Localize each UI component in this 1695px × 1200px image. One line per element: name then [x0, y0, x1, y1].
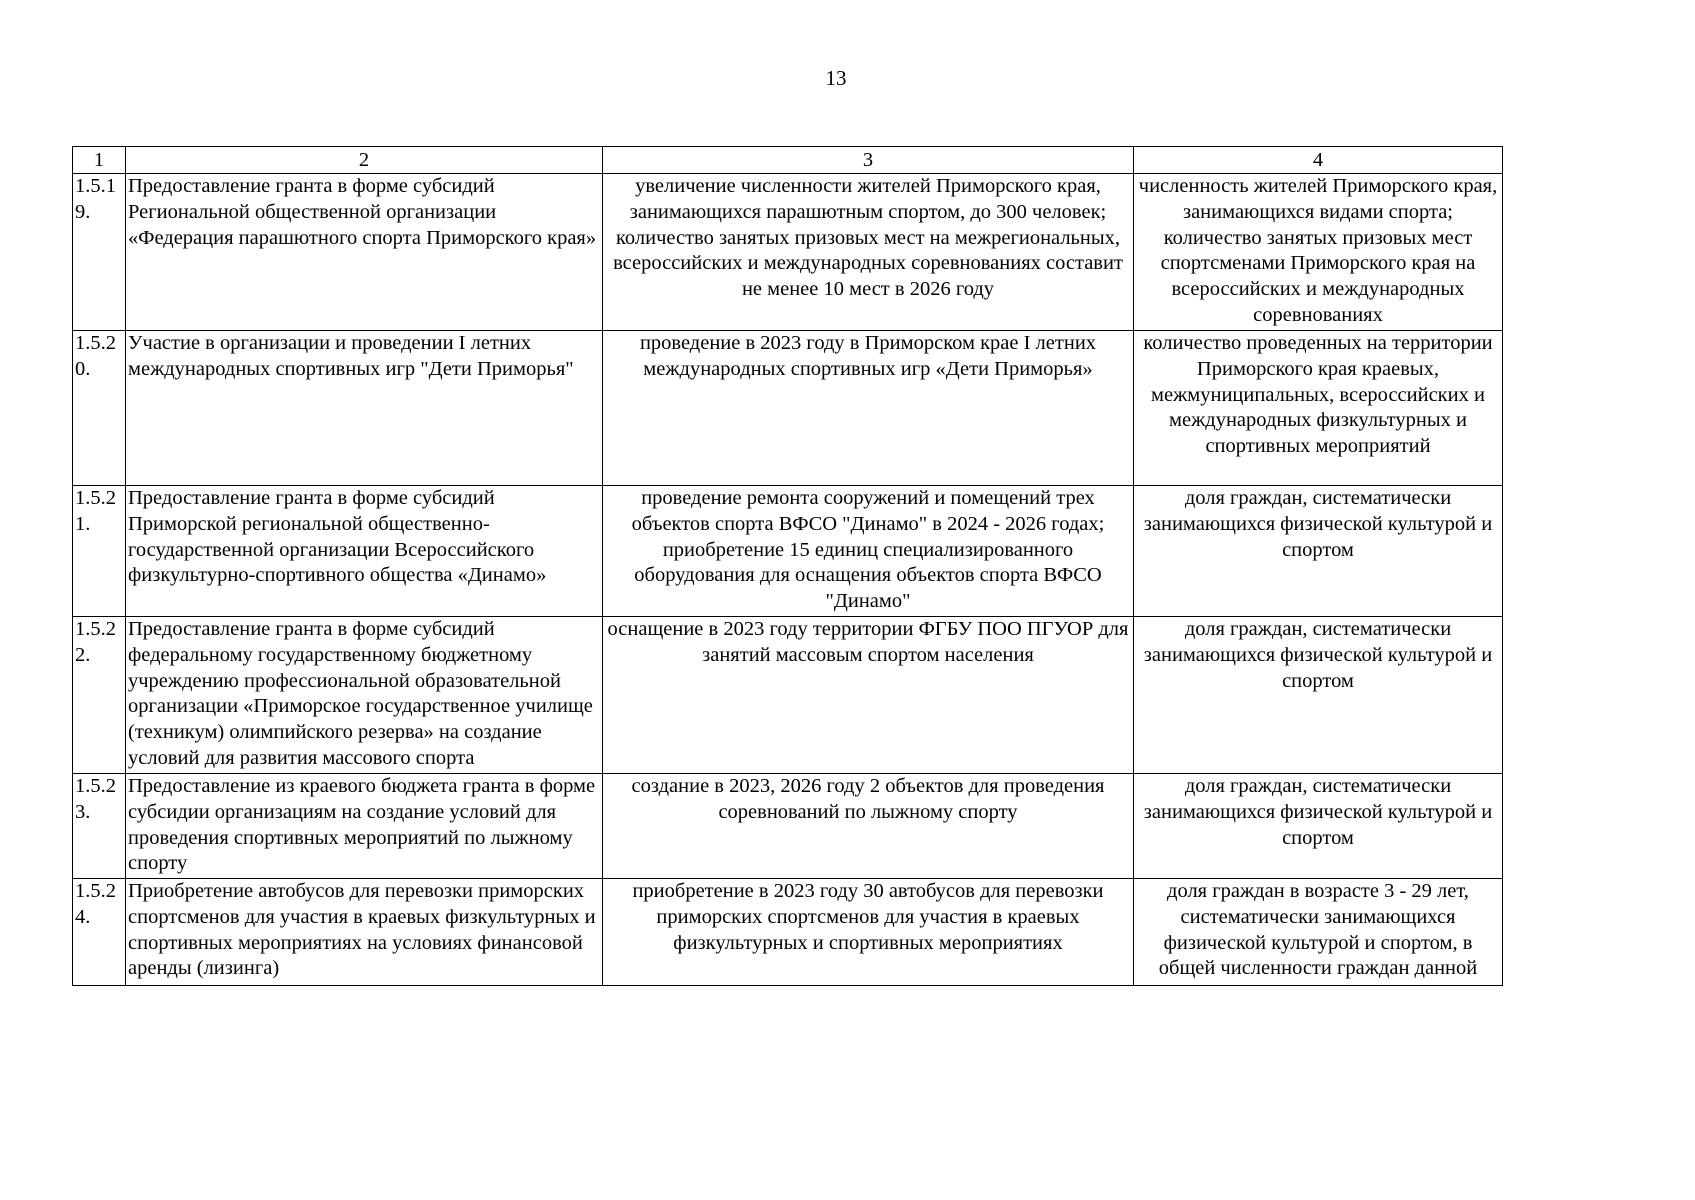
- column-number-row: [73, 147, 1503, 174]
- table-row: [73, 774, 1503, 879]
- table-row: [73, 174, 1503, 331]
- result-cell: увеличение численности жителей Приморского края, занимающихся парашютным спортом, до 300 человек; количество занятых призовых мест на межрегиональных, всероссийских и международных соревнованиях составит не менее 10 мест в 2026 году: [603, 174, 1134, 331]
- indicator-cell: доля граждан, систематически занимающихся физической культурой и спортом: [1134, 617, 1503, 774]
- indicator-cell: количество проведенных на территории Приморского края краевых, межмуниципальных, всероссийских и международных физкультурных и спортивных мероприятий: [1134, 331, 1503, 486]
- result-cell: оснащение в 2023 году территории ФГБУ ПОО ПГУОР для занятий массовым спортом населения: [603, 617, 1134, 774]
- activity-cell: Участие в организации и проведении I летних международных спортивных игр "Дети Приморья": [126, 331, 603, 486]
- table-row: [73, 486, 1503, 617]
- column-header-1: 1: [73, 147, 126, 174]
- activity-cell: Предоставление гранта в форме субсидий федеральному государственному бюджетному учреждению профессиональной образовательной организации «Приморское государственное училище (техникум) олимпийского резерва» на создание условий для развития массового спорта: [126, 617, 603, 774]
- indicator-cell: доля граждан, систематически занимающихся физической культурой и спортом: [1134, 486, 1503, 617]
- activity-cell: Предоставление гранта в форме субсидий Региональной общественной организации «Федерация парашютного спорта Приморского края»: [126, 174, 603, 331]
- column-header-3: 3: [603, 147, 1134, 174]
- indicator-cell: доля граждан, систематически занимающихся физической культурой и спортом: [1134, 774, 1503, 879]
- column-header-4: 4: [1134, 147, 1503, 174]
- result-cell: создание в 2023, 2026 году 2 объектов для проведения соревнований по лыжному спорту: [603, 774, 1134, 879]
- row-number: 1.5.1 9.: [73, 174, 126, 331]
- result-cell: приобретение в 2023 году 30 автобусов для перевозки приморских спортсменов для участия в краевых физкультурных и спортивных мероприятиях: [603, 879, 1134, 986]
- indicator-cell: доля граждан в возрасте 3 - 29 лет, систематически занимающихся физической культурой и спортом, в общей численности граждан данной: [1134, 879, 1503, 986]
- measures-table: [72, 146, 1503, 986]
- row-number: 1.5.2 3.: [73, 774, 126, 879]
- activity-cell: Предоставление гранта в форме субсидий Приморской региональной общественно-государственной организации Всероссийского физкультурно-спортивного общества «Динамо»: [126, 486, 603, 617]
- table-row: [73, 617, 1503, 774]
- result-cell: проведение в 2023 году в Приморском крае I летних международных спортивных игр «Дети Приморья»: [603, 331, 1134, 486]
- column-header-2: 2: [126, 147, 603, 174]
- page-number: 13: [825, 66, 847, 90]
- result-cell: проведение ремонта сооружений и помещений трех объектов спорта ВФСО "Динамо" в 2024 - 2026 годах; приобретение 15 единиц специализированного оборудования для оснащения объектов спорта ВФСО "Динамо": [603, 486, 1134, 617]
- table-row: [73, 331, 1503, 486]
- indicator-cell: численность жителей Приморского края, занимающихся видами спорта; количество занятых призовых мест спортсменами Приморского края на всероссийских и международных соревнованиях: [1134, 174, 1503, 331]
- row-number: 1.5.2 4.: [73, 879, 126, 986]
- row-number: 1.5.2 2.: [73, 617, 126, 774]
- row-number: 1.5.2 1.: [73, 486, 126, 617]
- row-number: 1.5.2 0.: [73, 331, 126, 486]
- activity-cell: Приобретение автобусов для перевозки приморских спортсменов для участия в краевых физкультурных и спортивных мероприятиях на условиях финансовой аренды (лизинга): [126, 879, 603, 986]
- activity-cell: Предоставление из краевого бюджета гранта в форме субсидии организациям на создание условий для проведения спортивных мероприятий по лыжному спорту: [126, 774, 603, 879]
- table-row: [73, 879, 1503, 986]
